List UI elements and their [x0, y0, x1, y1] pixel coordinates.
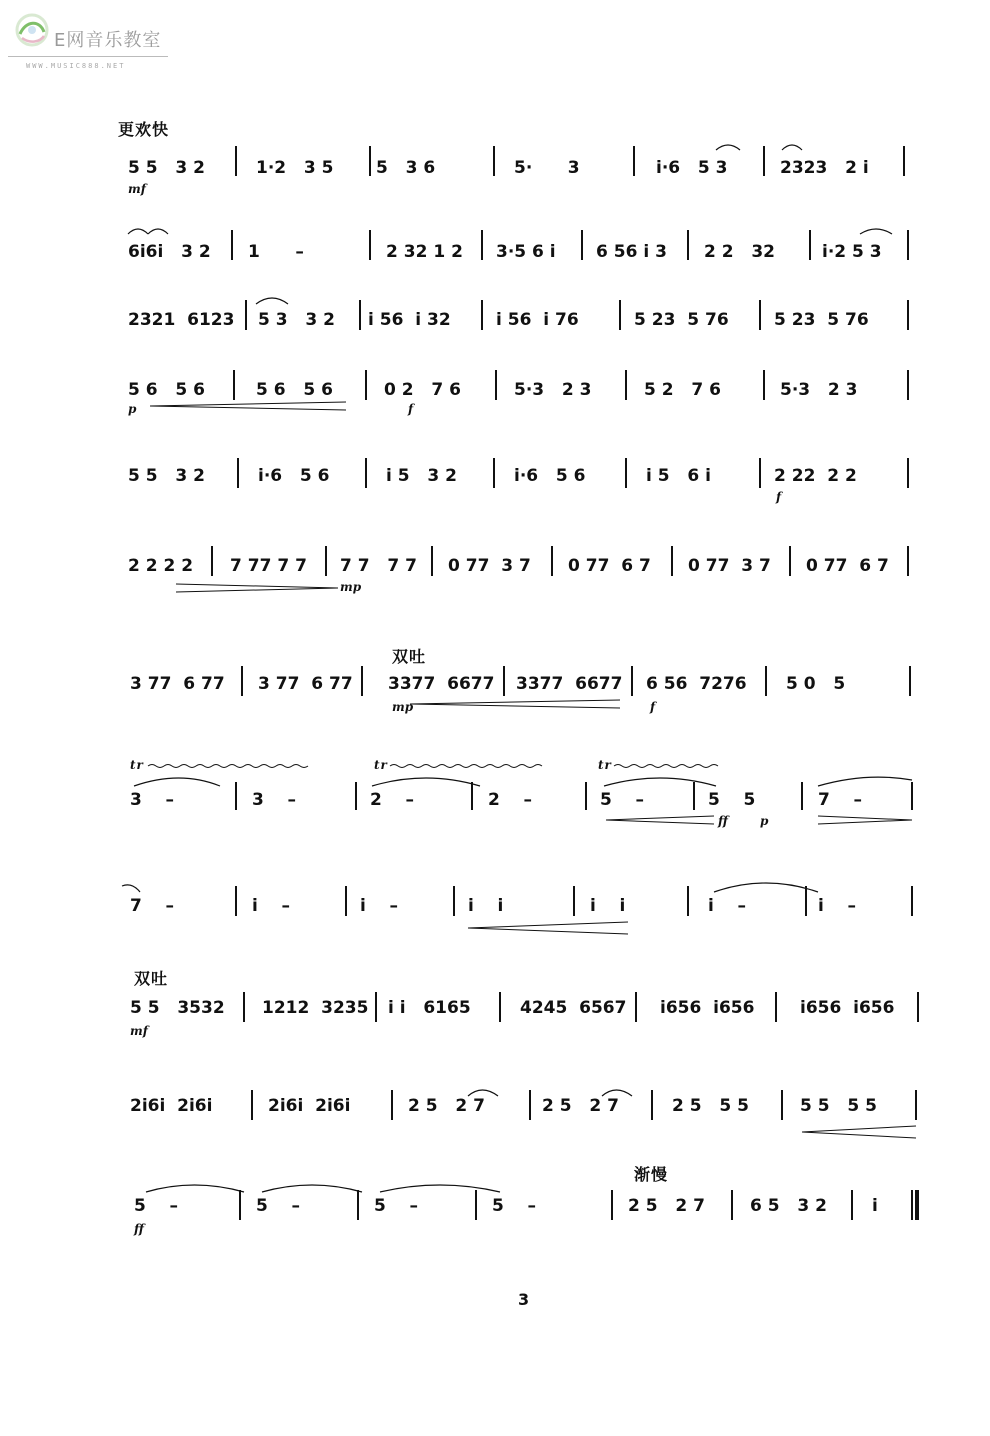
measure: i i — [468, 896, 504, 916]
measure: 1212 3235 — [262, 998, 369, 1018]
measure: 2 2 32 — [704, 242, 775, 262]
measure: 0 77 6 7 — [568, 556, 651, 576]
dynamic-mark: p — [760, 814, 769, 828]
measure: i — [872, 1196, 878, 1216]
measure: 5 3 6 — [376, 158, 436, 178]
measure: 2323 2 i — [780, 158, 869, 178]
measure: 7 77 7 7 — [230, 556, 307, 576]
watermark-rule — [8, 56, 168, 57]
measure: 2 – — [370, 790, 415, 810]
bar-lines — [0, 654, 990, 744]
dynamic-mark: ff — [134, 1222, 144, 1236]
measure: 1 – — [248, 242, 304, 262]
measure: 5 – — [374, 1196, 419, 1216]
measure: i·2 5 3 — [822, 242, 882, 262]
dynamic-mark: p — [128, 402, 137, 416]
measure: 6 56 7276 — [646, 674, 747, 694]
page-number: 3 — [518, 1290, 530, 1309]
measure: i 5 3 2 — [386, 466, 457, 486]
measure: 7 – — [818, 790, 863, 810]
measure: 0 77 3 7 — [688, 556, 771, 576]
measure: 6i6i 3 2 — [128, 242, 211, 262]
measure: 5 5 5 5 — [800, 1096, 877, 1116]
trill-mark: tr — [374, 758, 388, 772]
measure: i – — [252, 896, 291, 916]
score-system — [0, 534, 990, 624]
measure: 0 2 7 6 — [384, 380, 461, 400]
measure: i 56 i 76 — [496, 310, 579, 330]
measure: i i — [590, 896, 626, 916]
dynamic-mark: mf — [130, 1024, 148, 1038]
measure: 5 – — [492, 1196, 537, 1216]
score-system — [0, 1170, 990, 1260]
score-system — [0, 758, 990, 848]
measure: 5 2 7 6 — [644, 380, 721, 400]
measure: 2 22 2 2 — [774, 466, 857, 486]
bar-lines — [0, 446, 990, 536]
measure: 5 23 5 76 — [774, 310, 869, 330]
measure: 2321 6123 — [128, 310, 235, 330]
measure: i656 i656 — [800, 998, 895, 1018]
measure: i·6 5 6 — [514, 466, 586, 486]
measure: 2 5 2 7 — [408, 1096, 485, 1116]
measure: 6 5 3 2 — [750, 1196, 827, 1216]
measure: 5 6 5 6 — [256, 380, 333, 400]
score-system — [0, 1076, 990, 1166]
watermark-url: WWW.MUSIC888.NET — [26, 62, 126, 70]
measure: 5 5 3 2 — [128, 466, 205, 486]
score-system — [0, 128, 990, 218]
measure: 6 56 i 3 — [596, 242, 667, 262]
measure: 5 5 — [708, 790, 756, 810]
measure: 5 5 3532 — [130, 998, 225, 1018]
measure: 3 – — [130, 790, 175, 810]
measure: 2 5 5 5 — [672, 1096, 749, 1116]
measure: i656 i656 — [660, 998, 755, 1018]
dynamic-mark: mf — [128, 182, 146, 196]
dynamic-mark: mp — [340, 580, 362, 594]
technique-marking-double-tongue: 双吐 — [392, 647, 427, 666]
score-system — [0, 976, 990, 1066]
measure: 5 – — [600, 790, 645, 810]
measure: 3 77 6 77 — [258, 674, 353, 694]
score-system — [0, 864, 990, 954]
measure: i – — [360, 896, 399, 916]
measure: 5 – — [256, 1196, 301, 1216]
measure: 3 – — [252, 790, 297, 810]
measure: 2i6i 2i6i — [268, 1096, 351, 1116]
measure: 0 77 3 7 — [448, 556, 531, 576]
measure: 3 77 6 77 — [130, 674, 225, 694]
technique-marking-double-tongue: 双吐 — [134, 969, 169, 988]
bar-lines — [0, 358, 990, 448]
swirl-logo-icon — [10, 10, 50, 50]
score-system — [0, 654, 990, 744]
measure: 5· 3 — [514, 158, 580, 178]
dynamic-mark: mp — [392, 700, 414, 714]
measure: 7 – — [130, 896, 175, 916]
watermark-title: E网音乐教室 — [54, 30, 162, 51]
trill-mark: tr — [130, 758, 144, 772]
measure: i i 6165 — [388, 998, 471, 1018]
measure: 2 32 1 2 — [386, 242, 463, 262]
measure: 2 5 2 7 — [628, 1196, 705, 1216]
measure: 5 0 5 — [786, 674, 846, 694]
tempo-marking-faster: 更欢快 — [118, 120, 170, 139]
measure: 0 77 6 7 — [806, 556, 889, 576]
measure: 2 – — [488, 790, 533, 810]
measure: i – — [818, 896, 857, 916]
measure: 5·3 2 3 — [514, 380, 592, 400]
measure: 7 7 7 7 — [340, 556, 417, 576]
dynamic-mark: f — [776, 490, 782, 504]
bar-lines — [0, 534, 990, 624]
measure: i·6 5 6 — [258, 466, 330, 486]
measure: 2i6i 2i6i — [130, 1096, 213, 1116]
measure: i 56 i 32 — [368, 310, 451, 330]
measure: 2 5 2 7 — [542, 1096, 619, 1116]
measure: 5 3 3 2 — [258, 310, 335, 330]
score-system — [0, 358, 990, 448]
dynamic-mark: f — [650, 700, 656, 714]
dynamic-mark: ff — [718, 814, 728, 828]
bar-lines — [0, 1076, 990, 1166]
watermark — [6, 10, 206, 70]
measure: i·6 5 3 — [656, 158, 728, 178]
measure: 3377 6677 — [516, 674, 623, 694]
tempo-marking-ritardando: 渐慢 — [634, 1165, 669, 1184]
measure: 3377 6677 — [388, 674, 495, 694]
measure: 3·5 6 i — [496, 242, 556, 262]
measure: 5 5 3 2 — [128, 158, 205, 178]
measure: 1·2 3 5 — [256, 158, 334, 178]
measure: 5 6 5 6 — [128, 380, 205, 400]
bar-lines — [0, 976, 990, 1066]
measure: 4245 6567 — [520, 998, 627, 1018]
measure: 5 23 5 76 — [634, 310, 729, 330]
dynamic-mark: f — [408, 402, 414, 416]
measure: 5·3 2 3 — [780, 380, 858, 400]
measure: 2 2 2 2 — [128, 556, 194, 576]
trill-mark: tr — [598, 758, 612, 772]
measure: 5 – — [134, 1196, 179, 1216]
measure: i 5 6 i — [646, 466, 711, 486]
measure: i – — [708, 896, 747, 916]
score-system — [0, 446, 990, 536]
